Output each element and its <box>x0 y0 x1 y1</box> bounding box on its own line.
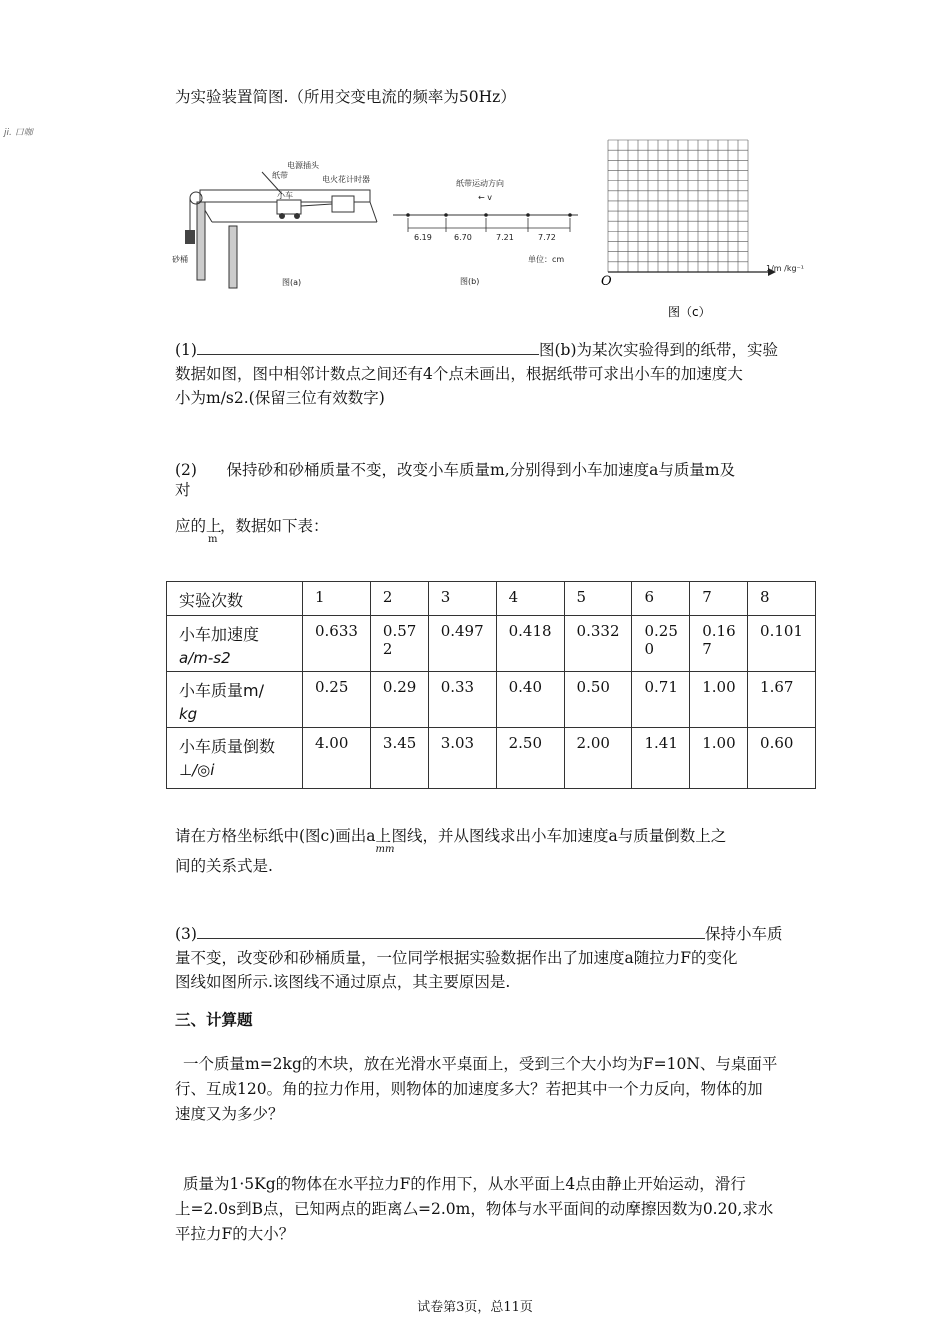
table-cell: 2.00 <box>564 728 632 789</box>
q1-line2: 数据如图，图中相邻计数点之间还有4个点未画出，根据纸带可求出小车的加速度大 <box>175 365 743 383</box>
fraction-bottom: m <box>208 534 218 545</box>
fig-b-segment: 6.19 <box>414 233 432 242</box>
calc2-line3: 平拉力F的大小？ <box>175 1225 295 1243</box>
table-cell: 0.57 2 <box>370 616 428 672</box>
table-cell: 0.60 <box>748 728 816 789</box>
table-cell: 0.418 <box>496 616 564 672</box>
q3-line2: 量不变，改变砂和砂桶质量，一位同学根据实验数据作出了加速度a随拉力F的变化 <box>175 949 738 967</box>
table-cell: 1 <box>303 582 371 616</box>
table-cell: 0.29 <box>370 672 428 728</box>
margin-mark: ji. 口咖 <box>4 128 33 138</box>
q3-text: 保持小车质 <box>704 925 783 943</box>
table-cell: 0.40 <box>496 672 564 728</box>
q3-line3: 图线如图所示.该图线不通过原点，其主要原因是. <box>175 973 511 991</box>
fig-b-title: 纸带运动方向 <box>456 179 504 188</box>
fig-b-segment: 7.72 <box>538 233 556 242</box>
table-row <box>167 672 816 728</box>
intro-text: 为实验装置简图.（所用交变电流的频率为50Hz） <box>175 88 516 106</box>
fig-a-label: 电源插头 <box>287 161 319 170</box>
row-label-unit: ⊥/◎i <box>179 761 215 779</box>
q2-line3 <box>175 514 825 545</box>
table-cell: 0.332 <box>564 616 632 672</box>
fig-a-label: 电火花计时器 <box>322 175 370 184</box>
q1-line3: 小为m/s2.(保留三位有效数字) <box>175 389 385 407</box>
figure-b <box>388 170 583 290</box>
row-label-unit: a/m-s2 <box>179 649 231 667</box>
table-cell: 6 <box>632 582 690 616</box>
row-label-unit: kg <box>179 705 198 723</box>
row-label <box>167 672 303 728</box>
q1-answer-blank[interactable] <box>197 338 539 355</box>
calc1-line1: 一个质量m=2kg的木块，放在光滑水平桌面上，受到三个大小均为F=10N、与桌面平 <box>183 1055 778 1073</box>
page-footer: 试卷第3页，总11页 <box>417 1300 533 1315</box>
q1-line1 <box>175 338 825 362</box>
q1-number: (1) <box>175 341 197 359</box>
calc2-line2: 上=2.0s到B点，已知两点的距离厶=2.0m，物体与水平面间的动摩擦因数为0.20,求水 <box>175 1200 774 1218</box>
table-cell: 0.25 <box>303 672 371 728</box>
fig-b-segment: 6.70 <box>454 233 472 242</box>
fig-c-axis-label: 1/m /kg⁻¹ <box>766 264 804 273</box>
data-table <box>166 581 816 789</box>
table-cell: 0.16 7 <box>690 616 748 672</box>
q2-after-line1 <box>175 824 825 855</box>
fig-a-caption: 图(a) <box>282 278 302 287</box>
table-cell: 3.45 <box>370 728 428 789</box>
q2-number: (2) <box>175 461 197 479</box>
section-heading: 三、计算题 <box>175 1011 253 1029</box>
table-cell: 1.00 <box>690 728 748 789</box>
q3-answer-blank[interactable] <box>197 922 705 939</box>
fig-a-label: 纸带 <box>272 171 288 180</box>
table-cell: 7 <box>690 582 748 616</box>
q2-text: 请在方格坐标纸中(图c)画出a <box>175 827 376 845</box>
row-label-text: 小车质量m/ <box>179 681 264 700</box>
calc1-line2: 行、互成120。角的拉力作用，则物体的加速度多大？若把其中一个力反向，物体的加 <box>175 1080 763 1098</box>
table-cell: 4.00 <box>303 728 371 789</box>
table-row <box>167 728 816 789</box>
fig-b-segment: 7.21 <box>496 233 514 242</box>
row-label-text: 小车加速度 <box>179 625 260 644</box>
row-label-text: 实验次数 <box>179 591 244 610</box>
table-cell: 0.25 0 <box>632 616 690 672</box>
calc1-line3: 速度又为多少？ <box>175 1105 284 1123</box>
fig-b-caption: 图(b) <box>460 277 480 286</box>
fig-b-unit: 单位：cm <box>528 255 565 264</box>
table-cell: 3.03 <box>428 728 496 789</box>
fig-a-label: 小车 <box>277 191 293 200</box>
fig-c-origin: O <box>601 274 612 289</box>
row-label <box>167 582 303 616</box>
table-cell: 2 <box>370 582 428 616</box>
q2-text: 图线，并从图线求出小车加速度a与质量倒数上之 <box>391 827 727 845</box>
table-row <box>167 582 816 616</box>
table-cell: 1.41 <box>632 728 690 789</box>
fig-c-caption: 图（c） <box>668 305 711 319</box>
q2-text: 保持砂和砂桶质量不变，改变小车质量m,分别得到小车加速度a与质量m及 <box>226 461 736 479</box>
table-cell: 0.33 <box>428 672 496 728</box>
table-cell: 1.67 <box>748 672 816 728</box>
q2-after-line2: 间的关系式是. <box>175 857 273 875</box>
table-cell: 3 <box>428 582 496 616</box>
calc2-line1: 质量为1·5Kg的物体在水平拉力F的作用下，从水平面上4点由静止开始运动，滑行 <box>183 1175 746 1193</box>
figure-a <box>172 150 382 300</box>
table-cell: 0.101 <box>748 616 816 672</box>
fraction-top: 上 <box>375 827 392 845</box>
table-cell: 0.497 <box>428 616 496 672</box>
q2-text: ，数据如下表： <box>220 517 329 535</box>
table-cell: 0.71 <box>632 672 690 728</box>
q2-text: 应的 <box>175 517 207 535</box>
q3-number: (3) <box>175 925 197 943</box>
row-label-text: 小车质量倒数 <box>179 737 276 756</box>
table-cell: 0.633 <box>303 616 371 672</box>
q1-text: 图(b)为某次实验得到的纸带，实验 <box>538 341 778 359</box>
fraction-bottom: mm <box>375 844 395 855</box>
table-cell: 5 <box>564 582 632 616</box>
table-row <box>167 616 816 672</box>
figure-c-grid <box>598 136 818 326</box>
table-cell: 0.50 <box>564 672 632 728</box>
q3-line1 <box>175 922 825 946</box>
table-cell: 1.00 <box>690 672 748 728</box>
fraction-top: 上 <box>206 517 222 535</box>
table-cell: 8 <box>748 582 816 616</box>
table-cell: 2.50 <box>496 728 564 789</box>
row-label <box>167 616 303 672</box>
row-label <box>167 728 303 789</box>
table-cell: 4 <box>496 582 564 616</box>
fig-b-arrow: ← v <box>478 193 492 202</box>
q2-line2: 对 <box>175 481 191 499</box>
fig-a-label: 砂桶 <box>172 255 188 264</box>
